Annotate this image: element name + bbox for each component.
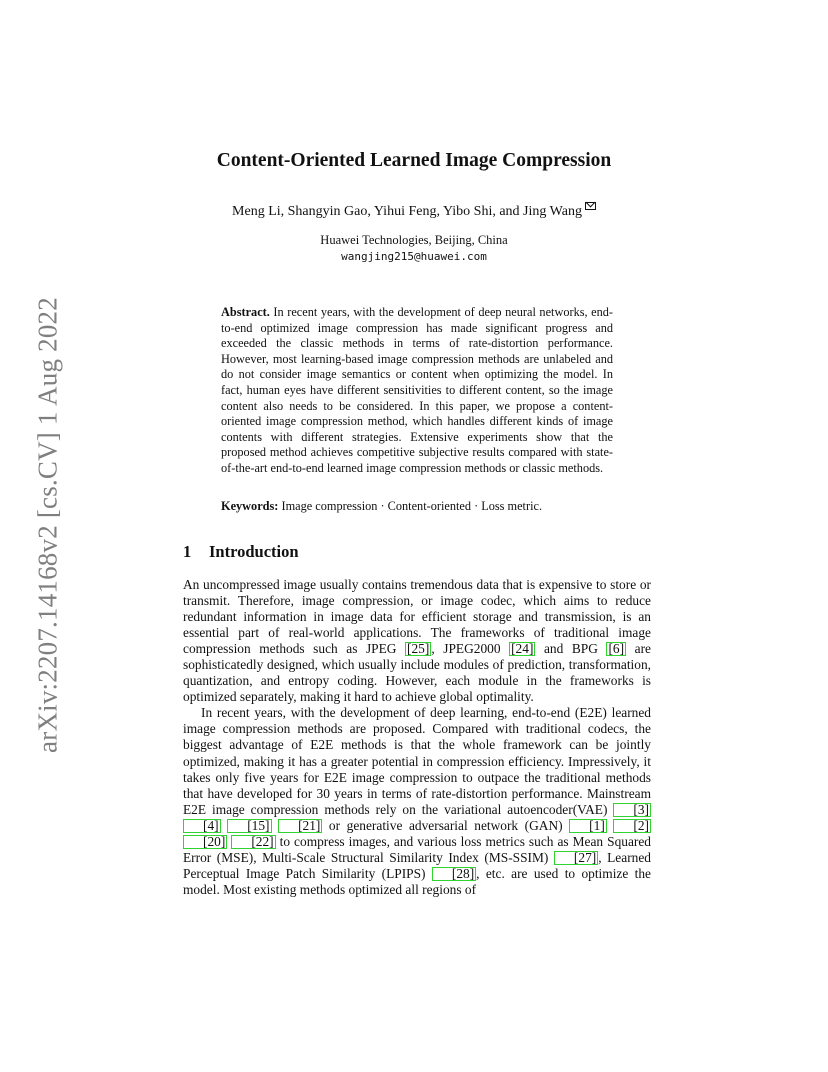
body-text — [183, 577, 651, 898]
affiliation: Huawei Technologies, Beijing, China — [320, 233, 508, 247]
arxiv-identifier: arXiv:2207.14168v2 [cs.CV] 1 Aug 2022 — [32, 297, 63, 753]
citation-link[interactable]: [2] — [613, 819, 651, 833]
text-run: and BPG — [535, 641, 607, 657]
text-run: are sophisticatedly designed, which usually include modules of prediction, transformation, quantization, and entropy coding. However, each module in the frameworks is optimized separately, making it hard to achieve global optimality. — [183, 641, 651, 705]
keywords — [221, 499, 613, 514]
citation-link[interactable]: [27] — [554, 851, 598, 865]
section-number: 1 — [183, 542, 192, 561]
citation-link[interactable]: [6] — [608, 641, 625, 657]
arxiv-sidebar — [26, 290, 70, 760]
paper-title: Content-Oriented Learned Image Compression — [216, 150, 612, 171]
paragraph-2 — [183, 705, 651, 898]
keywords-text: Image compression · Content-oriented · Loss metric. — [281, 499, 543, 513]
citation-link[interactable]: [15] — [227, 819, 271, 833]
citation-link[interactable]: [24] — [511, 641, 534, 657]
text-run: or generative adversarial network (GAN) — [322, 817, 570, 833]
citation-link[interactable]: [25] — [407, 641, 430, 657]
abstract — [221, 305, 613, 477]
citation-link[interactable]: [21] — [278, 819, 322, 833]
keywords-label: Keywords: — [221, 499, 279, 513]
abstract-label: Abstract. — [221, 305, 270, 319]
text-run: , etc. are used to optimize the model. Most existing methods optimized all regions of — [183, 865, 651, 897]
text-run: An uncompressed image usually contains tremendous data that is expensive to store or transmit. Therefore, image compression, or image codec, which aims to reduce redundant information in image data for efficient storage and transmission, is an essential part of real-world applications. The frameworks of traditional image compression methods such as JPEG — [183, 577, 651, 657]
paragraph-1 — [183, 577, 651, 705]
author-names: Meng Li, Shangyin Gao, Yihui Feng, Yibo Shi, and Jing Wang — [232, 204, 582, 219]
citation-link[interactable]: [22] — [231, 835, 275, 849]
citation-link[interactable]: [3] — [613, 803, 651, 817]
citation-link[interactable]: [20] — [183, 835, 227, 849]
citation-link[interactable]: [28] — [432, 867, 476, 881]
citation-link[interactable]: [1] — [569, 819, 607, 833]
text-run: , Learned Perceptual Image Patch Similarity (LPIPS) — [183, 849, 651, 881]
abstract-text: In recent years, with the development of deep neural networks, end-to-end optimized image compression has made significant progress and exceeded the classic methods in terms of rate-distortion performance. However, most learning-based image compression methods are unlabeled and do not consider image semantics or content when optimizing the model. In fact, human eyes have different sensitivities to different content, so the image content also needs to be considered. In this paper, we propose a content-oriented image compression method, which handles different kinds of image contents with different strategies. Extensive experiments show that the proposed method achieves competitive subjective results compared with state-of-the-art end-to-end learned image compression methods or classic methods. — [221, 305, 614, 475]
author-email[interactable]: wangjing215@huawei.com — [341, 250, 487, 263]
envelope-icon — [585, 202, 596, 210]
text-run: In recent years, with the development of deep learning, end-to-end (E2E) learned image compression methods are proposed. Compared with traditional codecs, the biggest advantage of E2E methods is that the whole framework can be jointly optimized, making it has a greater potential in compression efficiency. Impressively, it takes only five years for E2E image compression to outpace the traditional methods that have developed for 30 years in terms of rate-distortion performance. Mainstream E2E image compression methods rely on the variational autoencoder(VAE) — [183, 705, 651, 817]
text-run: to compress images, and various loss metrics such as Mean Squared Error (MSE), Multi-Scale Structural Similarity Index (MS-SSIM) — [183, 833, 651, 865]
citation-link[interactable]: [4] — [183, 819, 221, 833]
author-list — [0, 204, 828, 220]
text-run: , JPEG2000 — [431, 641, 510, 657]
section-title: Introduction — [209, 542, 299, 561]
section-heading — [183, 542, 299, 562]
